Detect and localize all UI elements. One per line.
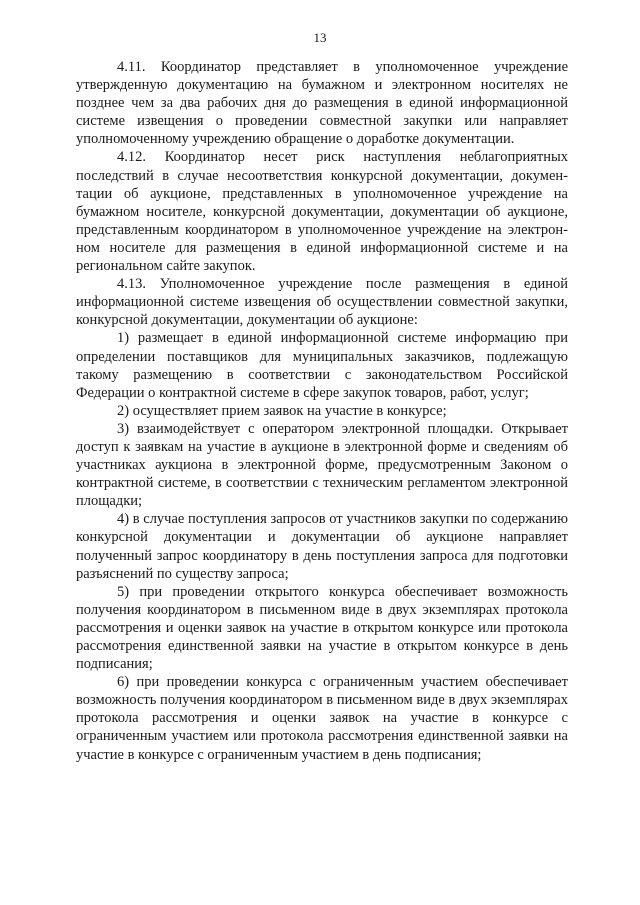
list-item-6: 6) при проведении конкурса с ограниченным участием обеспечивает возможность получения координатором в письменном виде в двух экземплярах протокола рассмотрения и оценки заявок на участие в конкурсе с ограниченным участием или протокола рассмотрения единственной заявки на участие в конкурсе с ограниченным участием в день подписания; <box>76 674 568 763</box>
paragraph-4-11: 4.11. Координатор представляет в уполномоченное учреждение утвержденную документацию на бумажном и электронном носителях не позднее чем за два рабочих дня до размещения в единой информационной системе извещения о проведении совместной закупки или направляет уполномоченному учреждению обращение о доработке документации. <box>76 59 568 148</box>
paragraph-4-12: 4.12. Координатор несет риск наступления неблагоприятных последствий в случае несоответствия конкурсной документации, документации об аукционе, представленных в уполномоченное учреждение на бумажном носителе, конкурсной документации, документации об аукционе, представленным координатором в уполномоченное учреждение на электронном носителе для размещения в единой информационной системе и на региональном сайте закупок. <box>76 149 568 275</box>
list-item-3: 3) взаимодействует с оператором электронной площадки. Открывает доступ к заявкам на участие в аукционе в электронной форме и сведениям об участниках аукциона в электронной форме, предусмотренным Законом о контрактной системе, в соответствии с техническим регламентом электронной площадки; <box>76 420 568 510</box>
list-item-4: 4) в случае поступления запросов от участников закупки по содержанию конкурсной документации и документации об аукционе направляет полученный запрос координатору в день поступления запроса для подготовки разъяснений по существу запроса; <box>76 511 568 582</box>
list-item-5: 5) при проведении открытого конкурса обеспечивает возможность получения координатором в письменном виде в двух экземплярах протокола рассмотрения и оценки заявок на участие в открытом конкурсе или протокола рассмотрения единственной заявки на участие в открытом конкурсе в день подписания; <box>76 583 568 673</box>
list-item-1: 1) размещает в единой информационной системе информацию при определении поставщиков для муниципальных заказчиков, подлежащую такому размещению в соответствии с законодательством Российской Федерации о контрактной системе в сфере закупок товаров, работ, услуг; <box>76 330 568 401</box>
paragraph-4-13: 4.13. Уполномоченное учреждение после размещения в единой информационной системе извещения об осуществлении совместной закупки, конкурсной документации, документации об аукционе: <box>76 276 568 329</box>
document-body <box>76 58 568 764</box>
list-item-2: 2) осуществляет прием заявок на участие в конкурсе; <box>117 402 447 419</box>
page-number: 13 <box>313 30 327 45</box>
